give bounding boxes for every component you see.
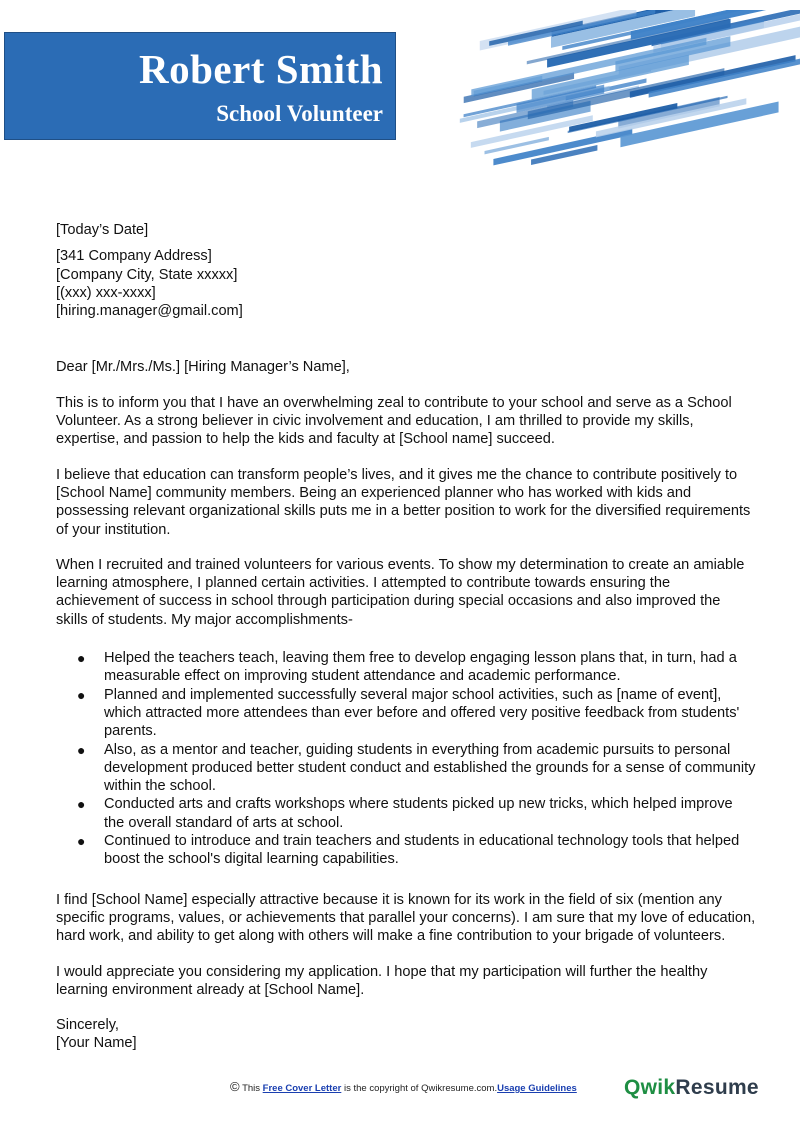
logo-qwik: Qwik [624,1076,676,1099]
list-item [56,741,756,796]
signature-block [56,1016,756,1053]
paragraph: I believe that education can transform people’s lives, and it gives me the chance to contribute positively to [School Name] community members. Being an experienced planner who has worked with kids and possessing relevant organizational skills puts me in a better position to work for the diversified requirements of your institution. [56,466,751,538]
accomplishments-list [56,649,756,869]
recipient-address-block [56,247,756,320]
list-item [56,832,756,869]
list-item-text: Continued to introduce and train teachers and students in educational technology tools that helped boost the school's digital learning capabilities. [104,833,740,868]
list-item-text: Also, as a mentor and teacher, guiding students in everything from academic pursuits to personal development produced better student conduct and established the grounds for a sense of community within the school. [104,741,756,795]
bullet-icon: ● [77,833,86,850]
qwikresume-logo[interactable] [624,1076,759,1100]
footer-text-before: This [242,1083,261,1094]
paragraph: When I recruited and trained volunteers for various events. To show my determination to create an amiable learning atmosphere, I planned certain activities. I attempted to contribute towards ensuring the achievement of success in school through participation during special occasions and also improved the skills of students. My major accomplishments- [56,556,745,628]
paragraph: I would appreciate you considering my application. I hope that my participation will further the healthy learning environment already at [School Name]. [56,963,708,998]
free-cover-letter-link[interactable]: Free Cover Letter [262,1083,342,1094]
list-item-text: Conducted arts and crafts workshops where students picked up new tricks, which helped improve the overall standard of arts at school. [104,796,733,831]
recipient-address: [341 Company Address] [56,248,212,265]
recipient-city: [Company City, State xxxxx] [56,266,238,283]
usage-guidelines-link[interactable]: Usage Guidelines [497,1083,577,1094]
signature-name: [Your Name] [56,1035,137,1052]
logo-resume: Resume [675,1076,759,1099]
bullet-icon: ● [77,741,86,758]
copyright-icon: © [230,1079,240,1094]
list-item-text: Helped the teachers teach, leaving them free to develop engaging lesson plans that, in turn, had a measurable effect on improving student attendance and academic performance. [104,650,737,685]
list-item [56,649,756,686]
list-item [56,795,756,832]
header-banner [4,32,396,140]
signoff: Sincerely, [56,1017,119,1034]
applicant-name: Robert Smith [138,46,383,92]
letter-body [56,221,756,1053]
paragraph: This is to inform you that I have an overwhelming zeal to contribute to your school and serve as a School Volunteer. As a strong believer in civic involvement and education, I am thrilled to provide my skills, expertise, and passion to help the kids and faculty at [School name] succeed. [56,394,732,448]
list-item-text: Planned and implemented successfully several major school activities, such as [name of event], which attracted more attendees than ever before and offered very positive feedback from students' parents. [104,686,740,740]
decorative-streaks-graphic [420,10,800,185]
letter-date: [Today’s Date] [56,222,149,238]
bullet-icon: ● [77,650,86,667]
paragraph: I find [School Name] especially attractive because it is known for its work in the field of six (mention any specific programs, values, or achievements that parallel your concerns). I am sure that my love of education, hard work, and ability to get along with others will make a fine contribution to your brigade of volunteers. [56,891,756,945]
footer-copyright [230,1079,577,1094]
bullet-icon: ● [77,686,86,703]
salutation: Dear [Mr./Mrs./Ms.] [Hiring Manager’s Name], [56,359,350,376]
recipient-email: [hiring.manager@gmail.com] [56,303,243,320]
bullet-icon: ● [77,796,86,813]
footer [0,1076,800,1098]
list-item [56,686,756,741]
recipient-phone: [(xxx) xxx-xxxx] [56,284,156,301]
footer-text-middle: is the copyright of Qwikresume.com. [343,1083,498,1094]
job-title: School Volunteer [216,101,383,126]
